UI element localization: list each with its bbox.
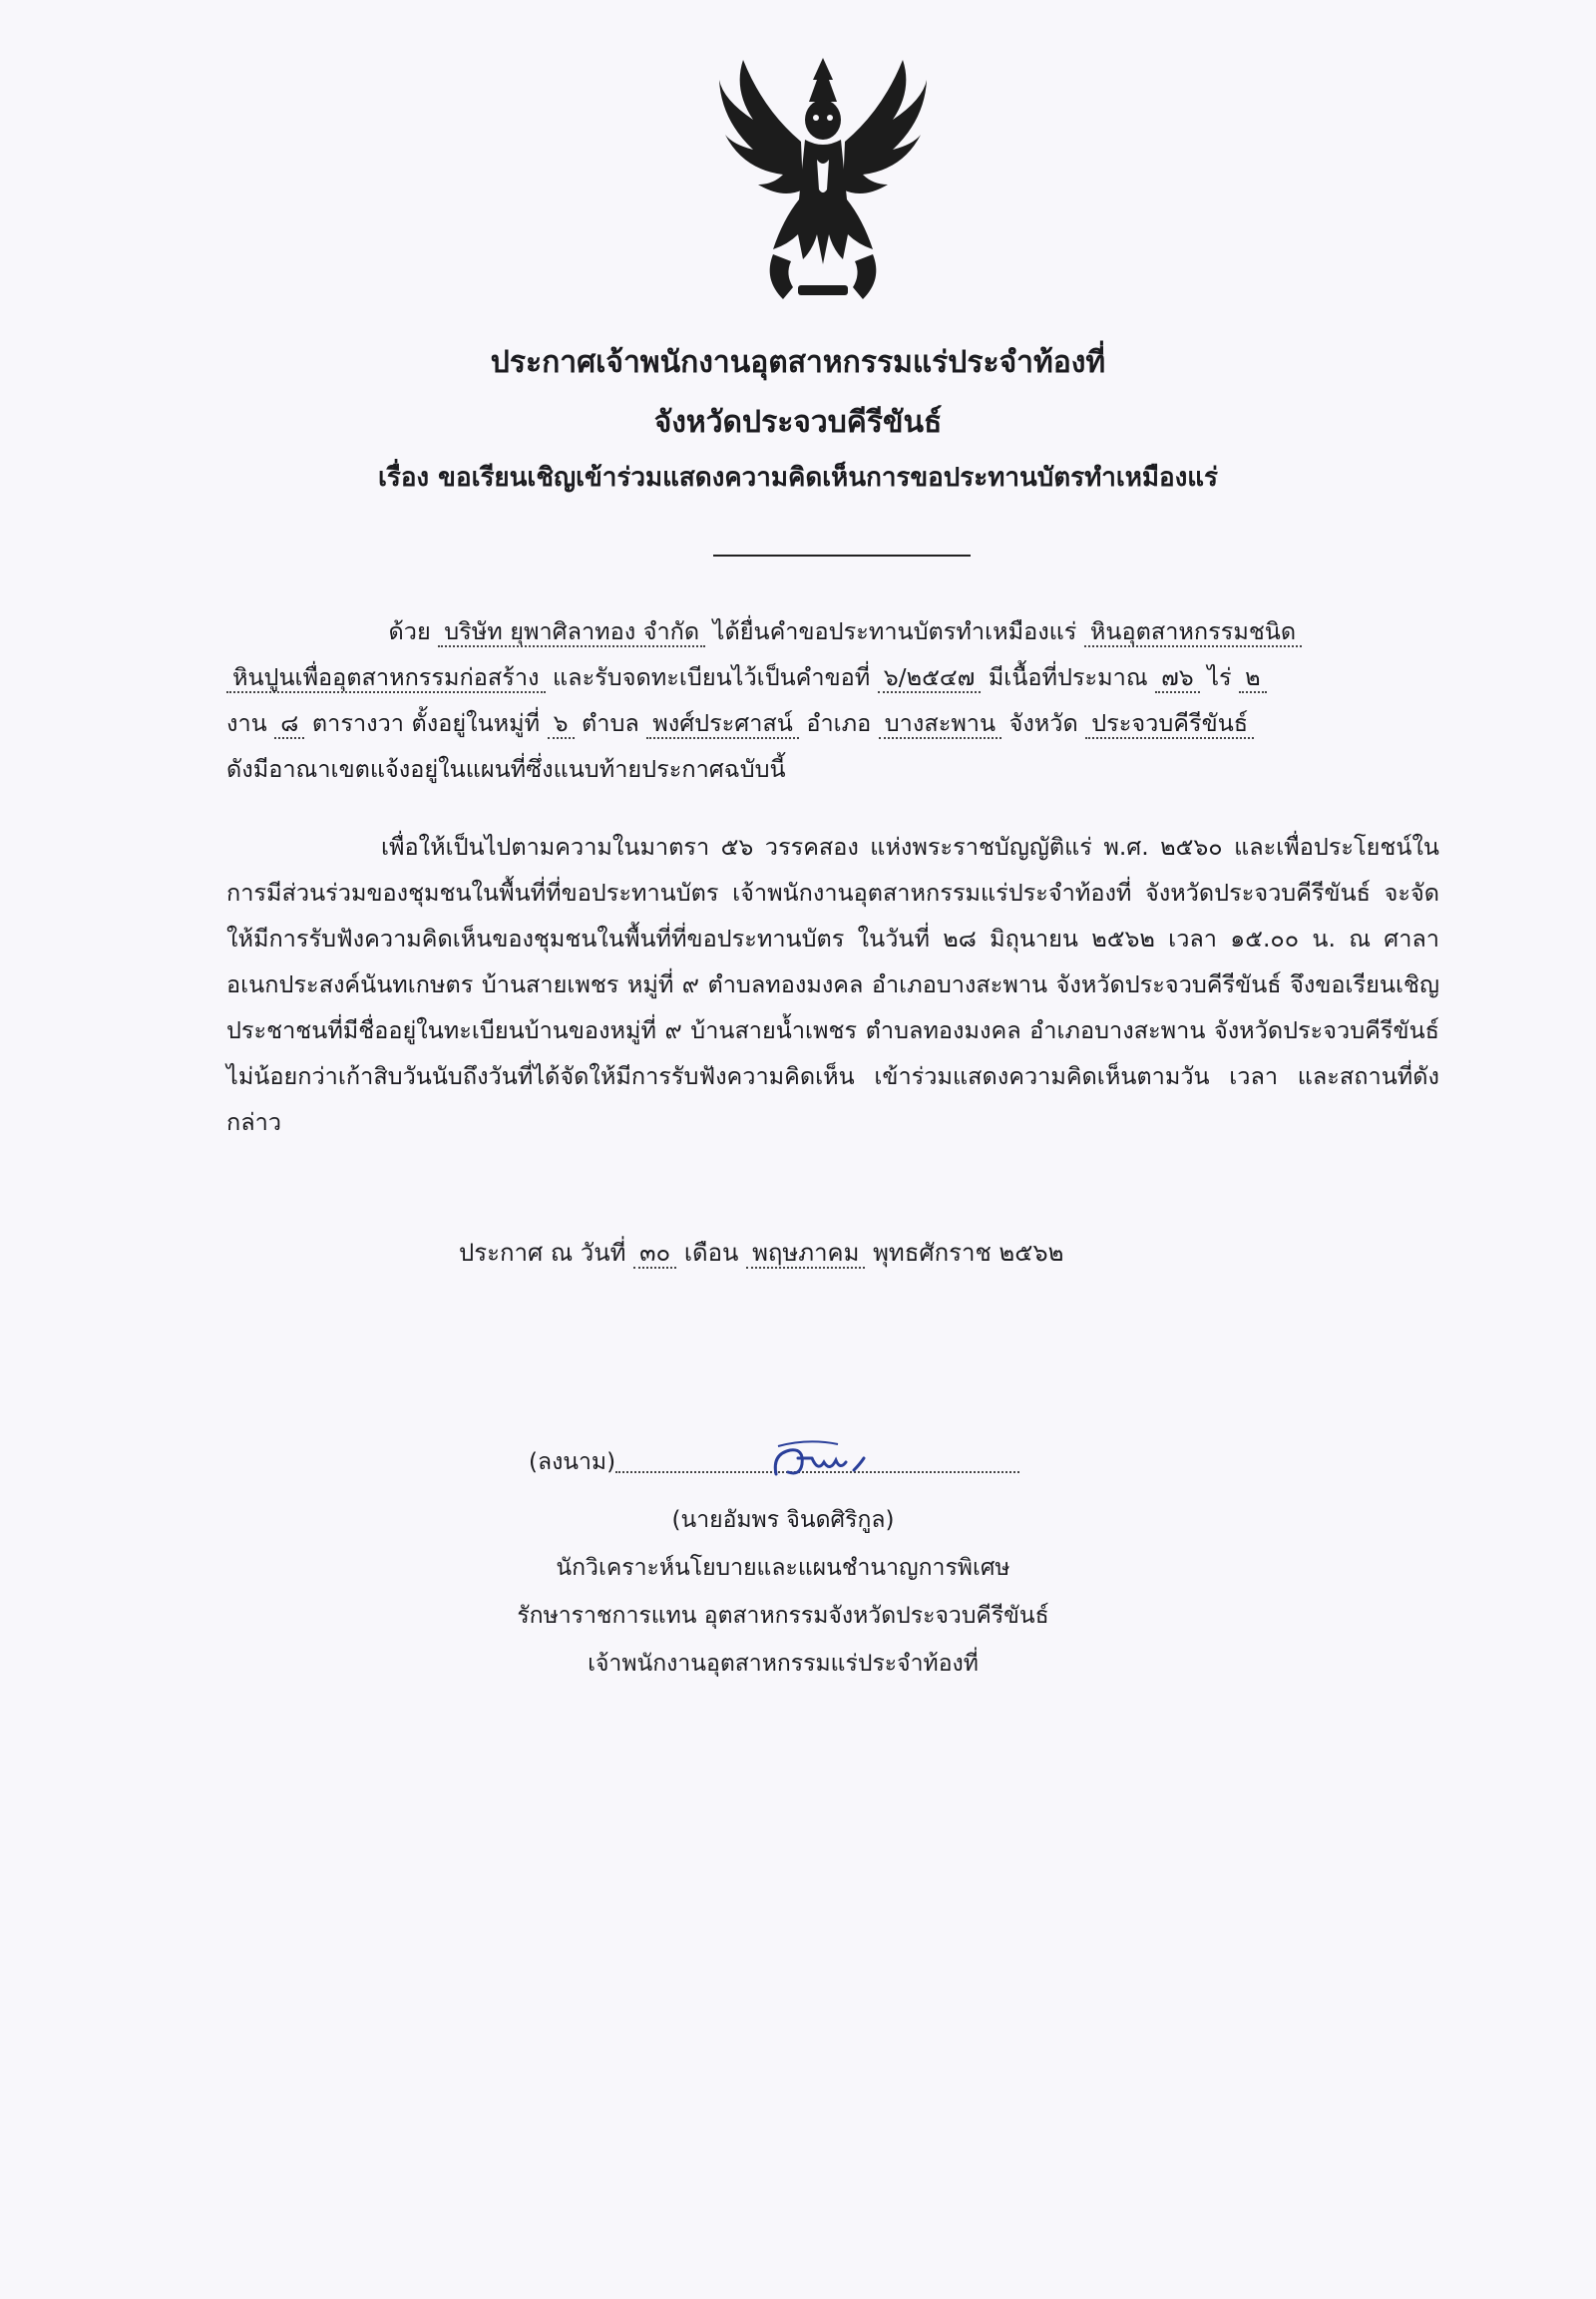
area-rai: ๗๖ xyxy=(1155,663,1200,693)
title-divider xyxy=(713,555,971,557)
declared-year: ๒๕๖๒ xyxy=(998,1239,1064,1267)
declared-month: พฤษภาคม xyxy=(746,1239,865,1269)
mineral-type-part1: หินอุตสาหกรรมชนิด xyxy=(1084,617,1302,647)
signatory-position: นักวิเคราะห์นโยบายและแผนชำนาญการพิเศษ xyxy=(556,1555,1010,1581)
tambon-name: พงศ์ประศาสน์ xyxy=(646,709,799,739)
paragraph-hearing-invitation: เพื่อให้เป็นไปตามความในมาตรา ๕๖ วรรคสอง แห่งพระราชบัญญัติแร่ พ.ศ. ๒๕๖๐ และเพื่อประโยชน์ในการมีส่วนร่วมของชุมชนในพื้นที่ที่ขอประทานบัตร เจ้าพนักงานอุตสาหกรรมแร่ประจำท้องที่ จังหวัดประจวบคีรีขันธ์ จะจัดให้มีการรับฟังความคิดเห็นของชุมชนในพื้นที่ที่ขอประทานบัตร ในวันที่ ๒๘ มิถุนายน ๒๕๖๒ เวลา ๑๕.๐๐ น. ณ ศาลาอเนกประสงค์นันทเกษตร บ้านสายเพชร หมู่ที่ ๙ ตำบลทองมงคล อำเภอบางสะพาน จังหวัดประจวบคีรีขันธ์ จึงขอเรียนเชิญประชาชนที่มีชื่ออยู่ในทะเบียนบ้านของหมู่ที่ ๙ บ้านสายน้ำเพชร ตำบลทองมงคล อำเภอบางสะพาน จังหวัดประจวบคีรีขันธ์ ไม่น้อยกว่าเก้าสิบวันนับถึงวันที่ได้จัดให้มีการรับฟังความคิดเห็น เข้าร่วมแสดงความคิดเห็นตามวัน เวลา และสถานที่ดังกล่าว xyxy=(226,833,1439,1136)
declared-day: ๓๐ xyxy=(633,1239,676,1269)
announcement-title: ประกาศเจ้าพนักงานอุตสาหกรรมแร่ประจำท้องที่ xyxy=(490,345,1106,380)
announcement-subject: เรื่อง ขอเรียนเชิญเข้าร่วมแสดงความคิดเห็นการขอประทานบัตรทำเหมืองแร่ xyxy=(377,463,1219,493)
announcement-province: จังหวัดประจวบคีรีขันธ์ xyxy=(653,405,943,440)
area-ngan: ๒ xyxy=(1239,663,1267,693)
mineral-type-part2: หินปูนเพื่ออุตสาหกรรมก่อสร้าง xyxy=(226,663,546,693)
village-number: ๖ xyxy=(548,709,575,739)
request-number: ๖/๒๕๔๗ xyxy=(878,663,982,693)
amphoe-name: บางสะพาน xyxy=(879,709,1001,739)
area-square-wa: ๘ xyxy=(274,709,304,739)
paragraph-application-details: ด้วย บริษัท ยุพาศิลาทอง จำกัด ได้ยื่นคำขอประทานบัตรทำเหมืองแร่ หินอุตสาหกรรมชนิด หินปูนเพื่ออุตสาหกรรมก่อสร้าง และรับจดทะเบียนไว้เป็นคำขอที่ ๖/๒๕๔๗ มีเนื้อที่ประมาณ ๗๖ ไร่ ๒ งาน ๘ ตารางวา ตั้งอยู่ในหมู่ที่ ๖ ตำบล พงศ์ประศาสน์ อำเภอ บางสะพาน จังหวัด ประจวบคีรีขันธ์ ดังมีอาณาเขตแจ้งอยู่ในแผนที่ซึ่งแนบท้ายประกาศฉบับนี้ xyxy=(226,608,1439,792)
province-name: ประจวบคีรีขันธ์ xyxy=(1085,709,1254,739)
garuda-emblem-icon xyxy=(713,50,933,309)
signatory-name: (นายอัมพร จินดศิริกูล) xyxy=(671,1507,895,1533)
declaration-date: ประกาศ ณ วันที่ ๓๐ เดือน พฤษภาคม พุทธศักราช ๒๕๖๒ xyxy=(459,1239,1064,1267)
map-reference-line: ดังมีอาณาเขตแจ้งอยู่ในแผนที่ซึ่งแนบท้ายประกาศฉบับนี้ xyxy=(226,755,786,783)
signatory-block xyxy=(0,1496,1596,1688)
signatory-acting-position: รักษาราชการแทน อุตสาหกรรมจังหวัดประจวบคีรีขันธ์ xyxy=(517,1603,1049,1629)
handwritten-signature xyxy=(768,1436,888,1486)
company-name: บริษัท ยุพาศิลาทอง จำกัด xyxy=(438,617,705,647)
signatory-office: เจ้าพนักงานอุตสาหกรรมแร่ประจำท้องที่ xyxy=(588,1651,979,1677)
signature-line: (ลงนาม) xyxy=(529,1444,1019,1480)
